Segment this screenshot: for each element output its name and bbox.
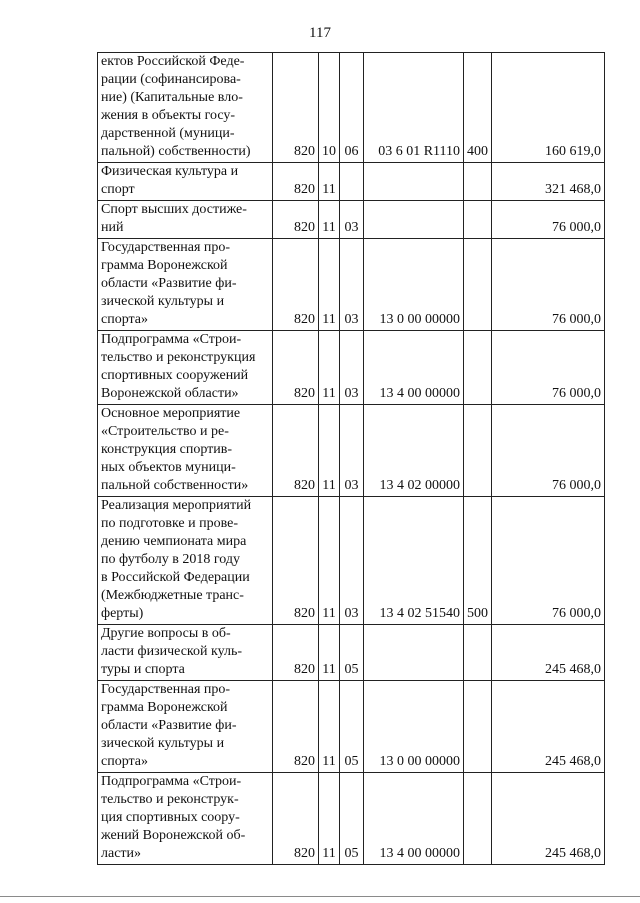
- cell-amount: 76 000,0: [492, 497, 605, 625]
- name-line: жения в объекты госу-: [101, 108, 236, 123]
- name-line: спорта»: [101, 312, 149, 327]
- cell-grbs: 820: [273, 625, 319, 681]
- name-line: по футболу в 2018 году: [101, 552, 240, 567]
- cell-target-article: [364, 201, 464, 239]
- cell-target-article: 13 4 02 51540: [364, 497, 464, 625]
- cell-expense-type: 500: [464, 497, 492, 625]
- name-line: спорт: [101, 182, 135, 197]
- name-line: спортивных сооружений: [101, 368, 249, 383]
- cell-grbs: 820: [273, 53, 319, 163]
- cell-name: [98, 405, 273, 497]
- cell-section: 11: [319, 497, 340, 625]
- name-line: Государственная про-: [101, 240, 231, 255]
- cell-grbs: 820: [273, 239, 319, 331]
- cell-grbs: 820: [273, 201, 319, 239]
- name-line: ция спортивных соору-: [101, 810, 240, 825]
- name-line: «Строительство и ре-: [101, 424, 229, 439]
- name-line: дарственной (муници-: [101, 126, 235, 141]
- cell-target-article: 13 4 00 00000: [364, 773, 464, 865]
- cell-expense-type: [464, 331, 492, 405]
- cell-amount: 245 468,0: [492, 625, 605, 681]
- cell-target-article: 13 0 00 00000: [364, 239, 464, 331]
- cell-name: [98, 773, 273, 865]
- name-line: туры и спорта: [101, 662, 185, 677]
- name-line: грамма Воронежской: [101, 700, 228, 715]
- table-row: [98, 681, 605, 773]
- name-line: Основное мероприятие: [101, 406, 241, 421]
- page-number: 117: [309, 25, 331, 41]
- name-line: ных объектов муници-: [101, 460, 236, 475]
- cell-name: [98, 331, 273, 405]
- cell-grbs: 820: [273, 681, 319, 773]
- cell-target-article: 13 4 02 00000: [364, 405, 464, 497]
- cell-grbs: 820: [273, 331, 319, 405]
- cell-grbs: 820: [273, 163, 319, 201]
- name-line: дению чемпионата мира: [101, 534, 247, 549]
- table-row: [98, 53, 605, 163]
- cell-name: [98, 53, 273, 163]
- cell-subsection: 03: [340, 201, 364, 239]
- cell-section: 11: [319, 405, 340, 497]
- name-line: ние) (Капитальные вло-: [101, 90, 243, 105]
- cell-section: 11: [319, 239, 340, 331]
- cell-subsection: 05: [340, 681, 364, 773]
- name-line: тельство и реконструкция: [101, 350, 256, 365]
- cell-name: [98, 625, 273, 681]
- cell-amount: 160 619,0: [492, 53, 605, 163]
- cell-subsection: 05: [340, 625, 364, 681]
- table-row: [98, 405, 605, 497]
- name-line: грамма Воронежской: [101, 258, 228, 273]
- budget-table: [97, 52, 605, 865]
- table-row: [98, 497, 605, 625]
- table-row: [98, 625, 605, 681]
- cell-amount: 76 000,0: [492, 239, 605, 331]
- cell-name: [98, 681, 273, 773]
- cell-section: 11: [319, 773, 340, 865]
- cell-subsection: 03: [340, 497, 364, 625]
- name-line: жений Воронежской об-: [101, 828, 246, 843]
- name-line: ектов Российской Феде-: [101, 54, 245, 69]
- cell-grbs: 820: [273, 773, 319, 865]
- cell-grbs: 820: [273, 405, 319, 497]
- name-line: ний: [101, 220, 124, 235]
- cell-subsection: 03: [340, 405, 364, 497]
- name-line: по подготовке и прове-: [101, 516, 239, 531]
- cell-section: 10: [319, 53, 340, 163]
- name-line: Воронежской области»: [101, 386, 239, 401]
- cell-grbs: 820: [273, 497, 319, 625]
- name-line: ласти»: [101, 846, 142, 861]
- cell-expense-type: [464, 625, 492, 681]
- name-line: Другие вопросы в об-: [101, 626, 231, 641]
- cell-expense-type: 400: [464, 53, 492, 163]
- cell-name: [98, 239, 273, 331]
- cell-amount: 76 000,0: [492, 331, 605, 405]
- name-line: Государственная про-: [101, 682, 231, 697]
- name-line: зической культуры и: [101, 294, 225, 309]
- scan-edge-line: [0, 896, 640, 897]
- cell-amount: 245 468,0: [492, 773, 605, 865]
- cell-expense-type: [464, 773, 492, 865]
- cell-name: [98, 201, 273, 239]
- name-line: Подпрограмма «Строи-: [101, 332, 242, 347]
- cell-section: 11: [319, 625, 340, 681]
- cell-subsection: 06: [340, 53, 364, 163]
- cell-amount: 245 468,0: [492, 681, 605, 773]
- cell-target-article: [364, 163, 464, 201]
- cell-section: 11: [319, 331, 340, 405]
- cell-section: 11: [319, 163, 340, 201]
- name-line: области «Развитие фи-: [101, 276, 237, 291]
- table-row: [98, 239, 605, 331]
- cell-subsection: [340, 163, 364, 201]
- name-line: пальной) собственности): [101, 144, 251, 159]
- name-line: зической культуры и: [101, 736, 225, 751]
- name-line: в Российской Федерации: [101, 570, 250, 585]
- name-line: тельство и реконструк-: [101, 792, 239, 807]
- table-row: [98, 201, 605, 239]
- name-line: Подпрограмма «Строи-: [101, 774, 242, 789]
- cell-target-article: 13 0 00 00000: [364, 681, 464, 773]
- table-body: [98, 53, 605, 865]
- cell-amount: 76 000,0: [492, 201, 605, 239]
- name-line: пальной собственности»: [101, 478, 249, 493]
- table-row: [98, 773, 605, 865]
- cell-section: 11: [319, 681, 340, 773]
- cell-expense-type: [464, 405, 492, 497]
- cell-target-article: 03 6 01 R1110: [364, 53, 464, 163]
- cell-expense-type: [464, 681, 492, 773]
- cell-section: 11: [319, 201, 340, 239]
- table-row: [98, 331, 605, 405]
- name-line: Спорт высших достиже-: [101, 202, 247, 217]
- cell-subsection: 03: [340, 331, 364, 405]
- cell-name: [98, 497, 273, 625]
- name-line: (Межбюджетные транс-: [101, 588, 244, 603]
- name-line: спорта»: [101, 754, 149, 769]
- name-line: ласти физической куль-: [101, 644, 243, 659]
- cell-target-article: [364, 625, 464, 681]
- cell-expense-type: [464, 201, 492, 239]
- cell-name: [98, 163, 273, 201]
- cell-amount: 321 468,0: [492, 163, 605, 201]
- cell-amount: 76 000,0: [492, 405, 605, 497]
- name-line: конструкция спортив-: [101, 442, 233, 457]
- cell-subsection: 05: [340, 773, 364, 865]
- cell-target-article: 13 4 00 00000: [364, 331, 464, 405]
- name-line: рации (софинансирова-: [101, 72, 241, 87]
- name-line: Реализация мероприятий: [101, 498, 252, 513]
- cell-expense-type: [464, 239, 492, 331]
- name-line: ферты): [101, 606, 144, 621]
- cell-subsection: 03: [340, 239, 364, 331]
- name-line: области «Развитие фи-: [101, 718, 237, 733]
- cell-expense-type: [464, 163, 492, 201]
- table-row: [98, 163, 605, 201]
- name-line: Физическая культура и: [101, 164, 239, 179]
